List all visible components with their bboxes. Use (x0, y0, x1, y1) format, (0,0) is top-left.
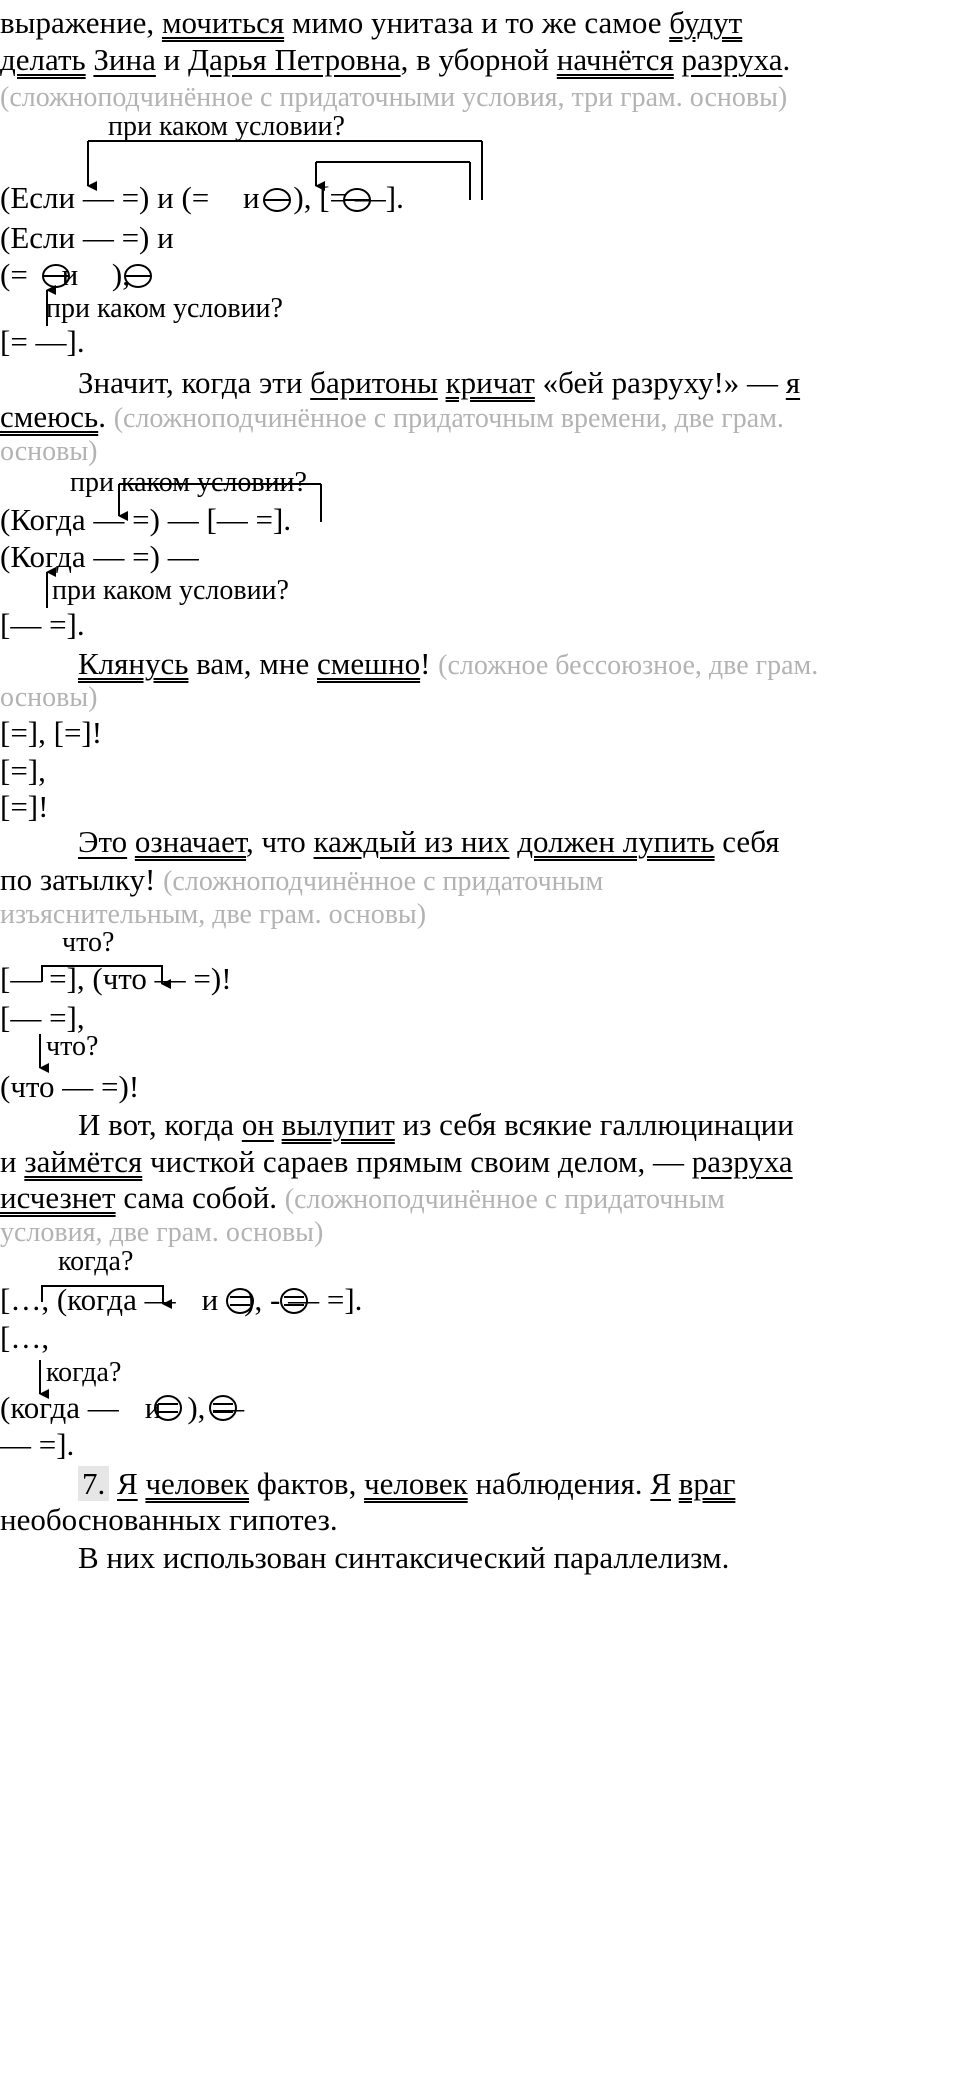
sentence-note: (сложноподчинённое с придаточным (163, 866, 604, 897)
text-line: И вот, когда он вылупит из себя всякие галлюцинации (78, 1107, 794, 1142)
scheme-line: [— =]. (0, 607, 85, 642)
question-label: при каком условии? (46, 293, 283, 324)
sentence-note: (сложное бессоюзное, две грам. (438, 650, 819, 681)
subject: Зина (93, 42, 156, 77)
scheme-line: (когда — и ), — (0, 1390, 245, 1425)
predicate: враг (678, 1466, 736, 1501)
predicate: Клянусь (78, 646, 189, 681)
predicate: смешно (316, 646, 421, 681)
predicate: человек (145, 1466, 250, 1501)
subject: разруха (681, 42, 783, 77)
sentence-note: изъяснительным, две грам. основы) (0, 899, 427, 930)
text-line: необоснованных гипотез. (0, 1502, 338, 1537)
predicate: кричат (445, 365, 535, 400)
text-line: 7. Я человек фактов, человек наблюдения. Я враг (78, 1464, 735, 1504)
text-line: по затылку! (сложноподчинённое с придаточным (0, 862, 604, 897)
text-line: делать Зина и Дарья Петровна, в уборной начнётся разруха. (0, 42, 791, 77)
subject: Это (78, 824, 128, 859)
text-line: Значит, когда эти баритоны кричат «бей разруху!» — я (78, 365, 801, 400)
predicate: человек (364, 1466, 468, 1501)
scheme-line: [= —]. (0, 324, 85, 359)
predicate: займётся (24, 1144, 143, 1179)
scheme-line: [=], [=]! (0, 715, 103, 750)
subject: я (785, 365, 801, 400)
subject: Я (650, 1466, 671, 1501)
text-line: Клянусь вам, мне смешно! (сложное бессоюзное, две грам. (78, 646, 819, 681)
text: выражение, (0, 5, 162, 40)
scheme-line: (= и ), (0, 257, 130, 292)
sentence-note: условия, две грам. основы) (0, 1217, 324, 1248)
item-number: 7. (78, 1466, 109, 1501)
predicate: смеюсь (0, 399, 99, 434)
sentence-note: основы) (0, 682, 98, 713)
question-label: при каком условии? (52, 575, 289, 606)
predicate: означает (134, 824, 247, 859)
scheme-line: (Когда — =) — (0, 539, 199, 574)
scheme-line: (Если — =) и (= и ), [= —]. (0, 180, 404, 215)
text-line: исчезнет сама собой. (сложноподчинённое с придаточным (0, 1180, 725, 1215)
predicate: начнётся (556, 42, 674, 77)
predicate: вылупит (281, 1107, 395, 1142)
sentence-note: основы) (0, 436, 98, 467)
question-label: когда? (58, 1246, 134, 1277)
text-line: смеюсь. (сложноподчинённое с придаточным времени, две грам. (0, 399, 784, 434)
sentence-note: (сложноподчинённое с придаточным (284, 1184, 725, 1215)
scheme-line: […, (0, 1320, 50, 1355)
question-label: при каком условии? (70, 467, 307, 498)
subject: Дарья Петровна (187, 42, 401, 77)
scheme-line: (Если — =) и (0, 220, 174, 255)
subject: Я (117, 1466, 138, 1501)
scheme-line: [=]! (0, 789, 49, 824)
scheme-line: [— =], (0, 1000, 85, 1035)
predicate: должен лупить (517, 824, 715, 859)
sentence-note: (сложноподчинённое с придаточными условия, три грам. основы) (0, 82, 788, 113)
question-label: при каком условии? (108, 111, 345, 142)
text: мимо унитаза и то же самое (284, 5, 670, 40)
sentence-note: (сложноподчинённое с придаточным времени, две грам. (113, 403, 784, 434)
question-label: что? (46, 1031, 99, 1062)
predicate: делать (0, 42, 86, 77)
scheme-line: (что — =)! (0, 1069, 140, 1104)
question-label: когда? (46, 1357, 122, 1388)
predicate: мочиться (161, 5, 285, 40)
predicate: исчезнет (0, 1180, 116, 1215)
text-line: Это означает, что каждый из них должен лупить себя (78, 824, 780, 859)
scheme-line: — =]. (0, 1427, 75, 1462)
subject: разруха (691, 1144, 793, 1179)
scheme-line: [— =], (что — =)! (0, 961, 232, 996)
text-line (0, 3, 742, 43)
subject: каждый из них (313, 824, 510, 859)
scheme-line: […, (когда — и ), - — =]. (0, 1282, 363, 1317)
text-line: В них использован синтаксический параллелизм. (78, 1540, 730, 1575)
subject: баритоны (310, 365, 438, 400)
scheme-line: [=], (0, 753, 46, 788)
subject: он (241, 1107, 274, 1142)
scheme-line: (Когда — =) — [— =]. (0, 502, 292, 537)
question-label: что? (62, 927, 115, 958)
predicate: будут (669, 5, 743, 40)
text-line: и займётся чисткой сараев прямым своим делом, — разруха (0, 1144, 793, 1179)
